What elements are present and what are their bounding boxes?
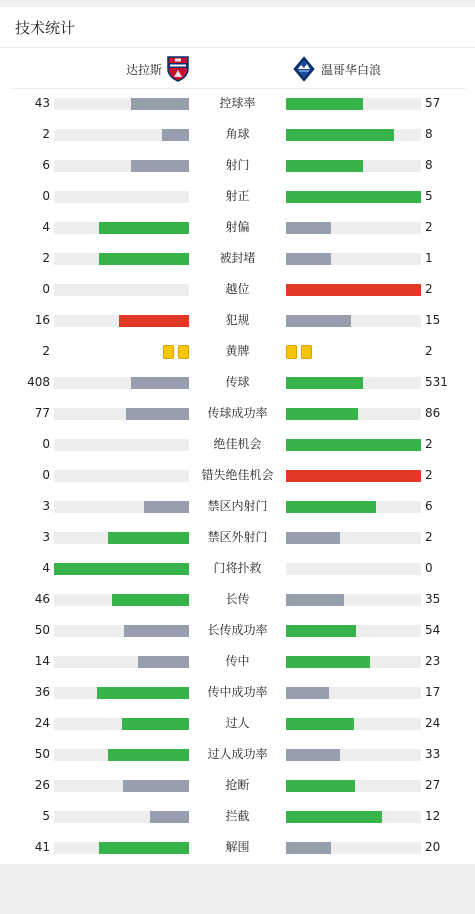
stat-label: 射偏 — [225, 220, 250, 234]
away-team-name: 温哥华白浪 — [321, 62, 382, 77]
stat-row — [0, 429, 475, 460]
stat-label: 犯规 — [225, 313, 250, 327]
home-value: 2 — [42, 127, 50, 141]
away-value: 12 — [425, 809, 441, 823]
away-value: 2 — [425, 220, 433, 234]
away-bar-track — [286, 501, 421, 513]
stat-row — [0, 708, 475, 739]
away-bar-track — [286, 98, 421, 110]
home-bar-fill — [144, 501, 189, 513]
home-value: 14 — [34, 654, 50, 668]
stat-label: 传中成功率 — [207, 685, 268, 699]
away-bar-fill — [286, 811, 382, 823]
home-bar-fill — [150, 811, 189, 823]
stat-label: 绝佳机会 — [213, 437, 262, 451]
home-value: 24 — [34, 716, 50, 730]
stat-label: 传中 — [225, 654, 250, 668]
home-value: 5 — [42, 809, 50, 823]
home-bar-fill — [54, 563, 189, 575]
stat-label: 控球率 — [219, 96, 256, 110]
away-bar-fill — [286, 222, 331, 234]
away-value: 24 — [425, 716, 441, 730]
stat-label: 门将扑救 — [213, 561, 262, 575]
home-bar-fill — [108, 749, 189, 761]
away-value: 2 — [425, 437, 433, 451]
away-value: 33 — [425, 747, 441, 761]
away-value: 15 — [425, 313, 441, 327]
away-value: 8 — [425, 127, 433, 141]
home-bar-fill — [131, 98, 189, 110]
home-value: 408 — [27, 375, 50, 389]
home-bar-fill — [97, 687, 189, 699]
stat-row — [0, 212, 475, 243]
yellow-card-icon — [178, 345, 189, 359]
away-value: 0 — [425, 561, 433, 575]
stat-row — [0, 832, 475, 863]
home-value: 16 — [34, 313, 50, 327]
stat-label: 拦截 — [225, 809, 250, 823]
stat-row — [0, 305, 475, 336]
stat-label: 解围 — [225, 840, 250, 854]
away-bar-track — [286, 129, 421, 141]
fc-dallas-crest-icon — [166, 56, 190, 82]
stat-row — [0, 801, 475, 832]
home-bar-fill — [162, 129, 189, 141]
home-bar-fill — [123, 780, 189, 792]
away-value: 2 — [425, 468, 433, 482]
away-bar-track — [286, 563, 421, 575]
home-value: 2 — [42, 251, 50, 265]
stat-row — [0, 646, 475, 677]
stat-label: 禁区内射门 — [207, 499, 268, 513]
home-bar-track — [54, 253, 189, 265]
away-bar-track — [286, 160, 421, 172]
home-bar-fill — [99, 842, 189, 854]
home-bar-fill — [108, 532, 189, 544]
home-bar-fill — [112, 594, 189, 606]
home-bar-track — [54, 842, 189, 854]
away-bar-track — [286, 842, 421, 854]
away-bar-fill — [286, 594, 344, 606]
home-bar-fill — [124, 625, 189, 637]
home-bar-fill — [119, 315, 189, 327]
away-value: 2 — [425, 344, 433, 358]
away-bar-track — [286, 222, 421, 234]
stat-row — [0, 119, 475, 150]
home-bar-track — [54, 780, 189, 792]
home-bar-track — [54, 811, 189, 823]
home-bar-track — [54, 191, 189, 203]
away-value: 54 — [425, 623, 441, 637]
stat-row — [0, 584, 475, 615]
home-bar-track — [54, 160, 189, 172]
stat-label: 传球 — [225, 375, 250, 389]
home-bar-track — [54, 284, 189, 296]
stat-row — [0, 243, 475, 274]
stat-row — [0, 553, 475, 584]
home-bar-track — [54, 315, 189, 327]
away-bar-track — [286, 718, 421, 730]
away-bar-fill — [286, 687, 329, 699]
home-bar-track — [54, 563, 189, 575]
away-bar-fill — [286, 98, 363, 110]
home-value: 50 — [34, 747, 50, 761]
title-divider — [0, 47, 475, 48]
away-bar-track — [286, 594, 421, 606]
home-value: 3 — [42, 499, 50, 513]
stat-label: 射正 — [225, 189, 250, 203]
away-bar-track — [286, 656, 421, 668]
home-bar-fill — [99, 222, 189, 234]
stat-label: 过人成功率 — [207, 747, 268, 761]
home-value: 4 — [42, 220, 50, 234]
stat-row — [0, 181, 475, 212]
stat-label: 抢断 — [225, 778, 250, 792]
away-bar-fill — [286, 284, 421, 296]
away-bar-fill — [286, 501, 376, 513]
home-team-name: 达拉斯 — [125, 62, 162, 77]
stat-row — [0, 88, 475, 119]
away-value: 531 — [425, 375, 448, 389]
home-bar-track — [54, 470, 189, 482]
home-value: 46 — [34, 592, 50, 606]
yellow-card-icon — [286, 345, 297, 359]
away-bar-fill — [286, 656, 370, 668]
away-bar-fill — [286, 160, 363, 172]
section-title: 技术统计 — [15, 19, 76, 37]
home-bar-track — [54, 408, 189, 420]
away-yellow-cards — [286, 345, 312, 359]
away-bar-fill — [286, 749, 340, 761]
home-bar-fill — [122, 718, 190, 730]
home-value: 41 — [34, 840, 50, 854]
home-value: 0 — [42, 189, 50, 203]
home-value: 3 — [42, 530, 50, 544]
home-bar-track — [54, 718, 189, 730]
home-bar-track — [54, 749, 189, 761]
stat-label: 黄牌 — [225, 344, 250, 358]
away-bar-fill — [286, 408, 358, 420]
away-bar-track — [286, 749, 421, 761]
match-stats-panel — [0, 7, 475, 864]
home-bar-fill — [99, 253, 189, 265]
away-bar-fill — [286, 191, 421, 203]
away-bar-track — [286, 811, 421, 823]
home-value: 0 — [42, 468, 50, 482]
home-bar-track — [54, 687, 189, 699]
away-value: 27 — [425, 778, 441, 792]
home-bar-track — [54, 98, 189, 110]
stat-label: 传球成功率 — [207, 406, 268, 420]
away-value: 6 — [425, 499, 433, 513]
home-value: 77 — [34, 406, 50, 420]
stat-row — [0, 274, 475, 305]
home-value: 2 — [42, 344, 50, 358]
stat-row — [0, 677, 475, 708]
away-team[interactable] — [292, 54, 381, 84]
stat-label: 角球 — [225, 127, 250, 141]
home-value: 0 — [42, 282, 50, 296]
away-value: 8 — [425, 158, 433, 172]
away-value: 57 — [425, 96, 441, 110]
home-value: 36 — [34, 685, 50, 699]
stat-label: 错失绝佳机会 — [201, 468, 274, 482]
home-value: 6 — [42, 158, 50, 172]
stat-row — [0, 367, 475, 398]
away-value: 17 — [425, 685, 441, 699]
away-bar-fill — [286, 842, 331, 854]
home-value: 0 — [42, 437, 50, 451]
home-yellow-cards — [163, 345, 189, 359]
home-bar-track — [54, 594, 189, 606]
away-value: 2 — [425, 282, 433, 296]
away-bar-track — [286, 470, 421, 482]
home-bar-track — [54, 625, 189, 637]
away-value: 1 — [425, 251, 433, 265]
home-bar-track — [54, 532, 189, 544]
home-team[interactable] — [126, 54, 190, 84]
home-value: 4 — [42, 561, 50, 575]
stat-label: 长传 — [225, 592, 250, 606]
stat-row — [0, 150, 475, 181]
home-bar-track — [54, 129, 189, 141]
home-bar-fill — [131, 377, 189, 389]
home-value: 26 — [34, 778, 50, 792]
stat-row — [0, 460, 475, 491]
away-bar-fill — [286, 377, 363, 389]
away-value: 20 — [425, 840, 441, 854]
stat-row — [0, 739, 475, 770]
stat-label: 过人 — [225, 716, 250, 730]
home-bar-track — [54, 222, 189, 234]
home-bar-fill — [138, 656, 189, 668]
away-bar-track — [286, 377, 421, 389]
stat-row — [0, 522, 475, 553]
yellow-card-icon — [301, 345, 312, 359]
away-bar-fill — [286, 439, 421, 451]
away-bar-track — [286, 253, 421, 265]
vancouver-whitecaps-crest-icon — [292, 56, 316, 82]
away-bar-fill — [286, 129, 394, 141]
home-bar-track — [54, 439, 189, 451]
home-value: 50 — [34, 623, 50, 637]
home-bar-fill — [126, 408, 189, 420]
away-bar-fill — [286, 532, 340, 544]
stat-label: 禁区外射门 — [207, 530, 268, 544]
away-bar-fill — [286, 780, 355, 792]
yellow-card-icon — [163, 345, 174, 359]
stat-row — [0, 615, 475, 646]
away-bar-track — [286, 780, 421, 792]
away-value: 23 — [425, 654, 441, 668]
away-bar-fill — [286, 315, 351, 327]
stat-label: 长传成功率 — [207, 623, 268, 637]
home-bar-track — [54, 501, 189, 513]
home-bar-track — [54, 377, 189, 389]
stat-label: 越位 — [225, 282, 250, 296]
home-value: 43 — [34, 96, 50, 110]
away-bar-track — [286, 408, 421, 420]
stat-label: 被封堵 — [219, 251, 256, 265]
away-bar-fill — [286, 718, 354, 730]
away-bar-fill — [286, 470, 421, 482]
away-bar-track — [286, 625, 421, 637]
away-bar-track — [286, 191, 421, 203]
stat-label: 射门 — [225, 158, 250, 172]
home-bar-track — [54, 656, 189, 668]
away-bar-track — [286, 284, 421, 296]
away-bar-fill — [286, 625, 356, 637]
away-bar-track — [286, 532, 421, 544]
away-bar-track — [286, 315, 421, 327]
away-value: 2 — [425, 530, 433, 544]
stats-list — [0, 88, 475, 863]
stat-row — [0, 491, 475, 522]
home-bar-fill — [131, 160, 189, 172]
away-bar-track — [286, 439, 421, 451]
away-bar-fill — [286, 253, 331, 265]
stat-row — [0, 336, 475, 367]
stat-row — [0, 398, 475, 429]
away-bar-track — [286, 687, 421, 699]
away-value: 35 — [425, 592, 441, 606]
away-value: 5 — [425, 189, 433, 203]
stat-row — [0, 770, 475, 801]
away-value: 86 — [425, 406, 441, 420]
